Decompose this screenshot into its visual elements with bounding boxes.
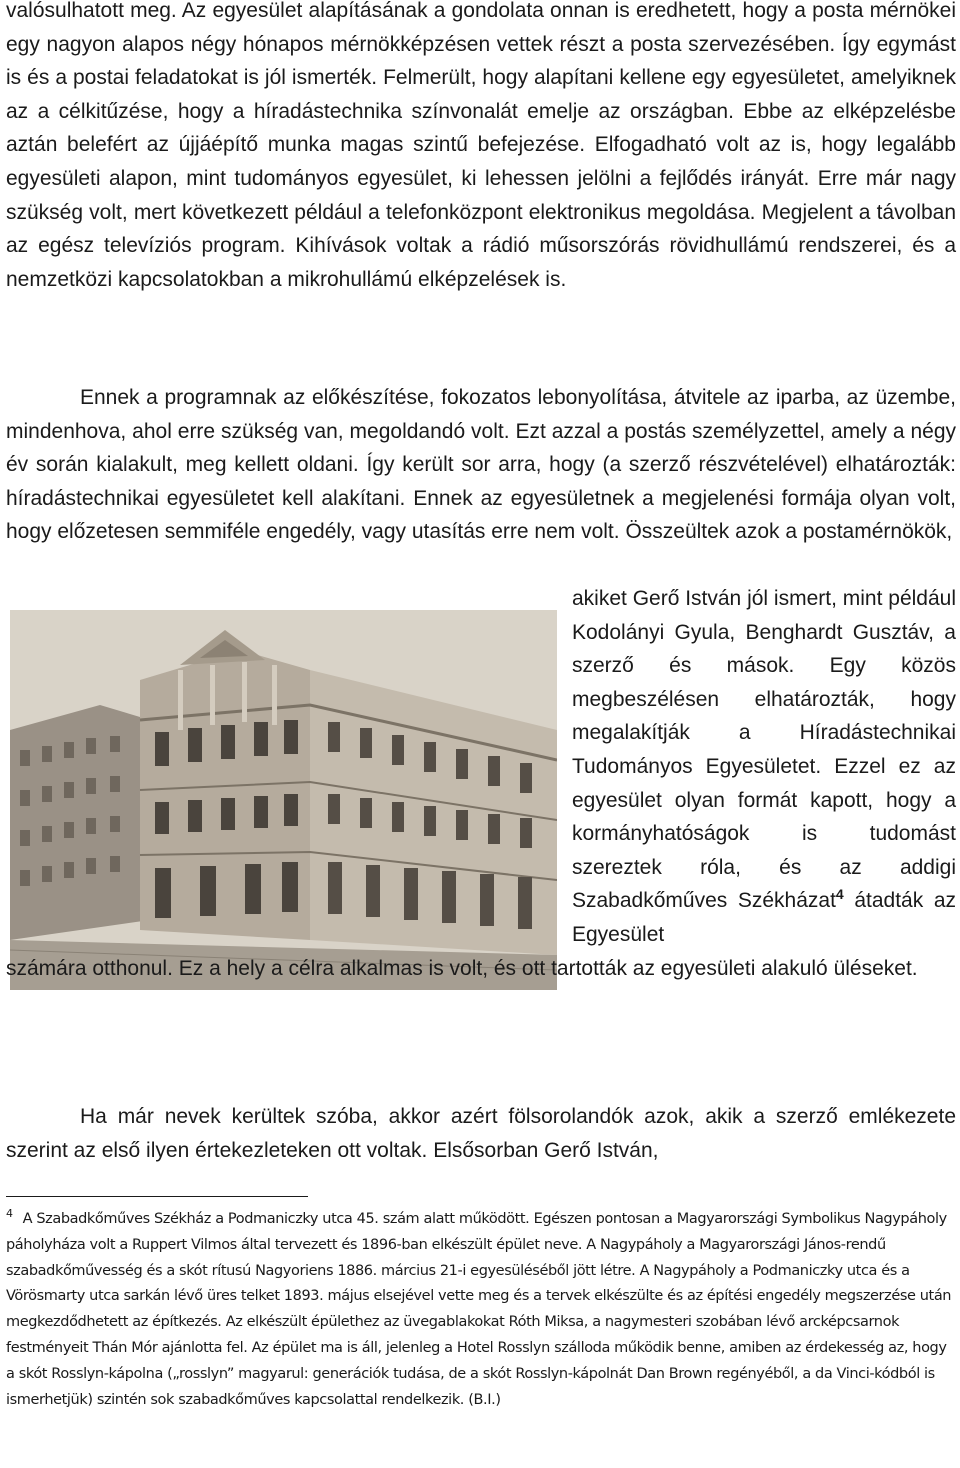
paragraph-3-floated: akiket Gerő István jól ismert, mint például Kodolányi Gyula, Benghardt Gusztáv, a szerző és mások. Egy közös megbeszélésen elhatározták, hogy megalakítják a Híradástechnikai Tudományos Egyesületet. Ezzel ez az egyesület olyan formát kapott, hogy a kormányhatóságok is tudomást szereztek róla, és az addigi Szabadkőműves Székházat: [572, 587, 956, 913]
footnote: [6, 1207, 954, 1413]
footnote-reference[interactable]: 4: [835, 886, 844, 903]
paragraph-3-after-ref: átadták az Egyesület: [572, 889, 956, 946]
footnote-separator: [6, 1196, 308, 1197]
paragraph-2: Ennek a programnak az előkészítése, fokozatos lebonyolítása, átvitele az iparba, az üzembe, mindenhova, ahol erre szükség van, megoldandó volt. Ezt azzal a postás személyzettel, amely a négy év során kialakult, meg kellett oldani. Így került sor arra, hogy (a szerző részvételével) elhatározták: híradástechnikai egyesületet kell alakítani. Ennek az egyesületnek a megjelenési formája olyan volt, hogy előzetesen semmiféle engedély, vagy utasítás erre nem volt. Összeültek azok a postamérnökök,: [6, 386, 956, 544]
paragraph-3-tail: számára otthonul. Ez a hely a célra alkalmas is volt, és ott tartották az egyesületi alakuló üléseket.: [6, 956, 918, 980]
floated-text: [572, 582, 956, 952]
footnote-text: A Szabadkőműves Székház a Podmaniczky utca 45. szám alatt működött. Egészen pontosan a Magyarországi Symbolikus Nagypáholy páholyháza volt a Ruppert Vilmos által tervezett és 1896-ban elkészült épület neve. A Nagypáholy a Magyarországi János-rendű szabadkőművesség és a skót rítusú Nagyoriens 1886. március 21-i egyesüléséből jött létre. A Nagypáholy a Podmaniczky utca és a Vörösmarty utca sarkán lévő üres telket 1893. május elsejével vette meg és a tervek elkészülte és az építési engedély megszerzése után megkezdődhetett az építkezés. Az elkészült épülethez az üvegablakokat Róth Miksa, a nagymesteri szobában lévő arcképcsarnok festményeit Thán Mór ajánlotta fel. Az épület ma is áll, jelenleg a Hotel Rosslyn szálloda működik benne, amiben az érdekesség az, hogy a skót Rosslyn-kápolna („rosslyn” magyarul: generációk tudása, de a skót Rosslyn-kápolnát Dan Brown regényéből, a da Vinci-kódból is ismerhetjük) szintén sok szabadkőműves kapcsolattal rendelkezik. (B.I.): [6, 1211, 952, 1408]
floated-paragraph: [6, 582, 956, 985]
paragraph-4: Ha már nevek kerültek szóba, akkor azért fölsorolandók azok, akik a szerző emlékezete szerint az első ilyen értekezleteken ott voltak. Elsősorban Gerő István,: [6, 1105, 956, 1162]
paragraph-1: valósulhatott meg. Az egyesület alapításának a gondolata onnan is eredhetett, hogy a posta mérnökei egy nagyon alapos négy hónapos mérnökképzésen vettek részt a posta szervezésében. Így egymást is és a postai feladatokat is jól ismerték. Felmerült, hogy alapítani kellene egy egyesületet, amelyiknek az a célkitűzése, hogy a híradástechnika színvonalát emelje az országban. Ebbe az elképzelésbe aztán belefért az újjáépítő munka magas szintű befejezése. Elfogadható volt az is, hogy legalább egyesületi alapon, mint tudományos egyesület, ki lehessen jelölni a fejlődés irányát. Erre már nagy szükség volt, mert következett például a telefonközpont elektronikus megoldása. Megjelent a távolban az egész televíziós program. Kihívások voltak a rádió műsorszórás rövidhullámú rendszerei, és a nemzetközi kapcsolatokban a mikrohullámú elképzelések is.: [6, 0, 956, 291]
footnote-number: 4: [6, 1207, 13, 1221]
